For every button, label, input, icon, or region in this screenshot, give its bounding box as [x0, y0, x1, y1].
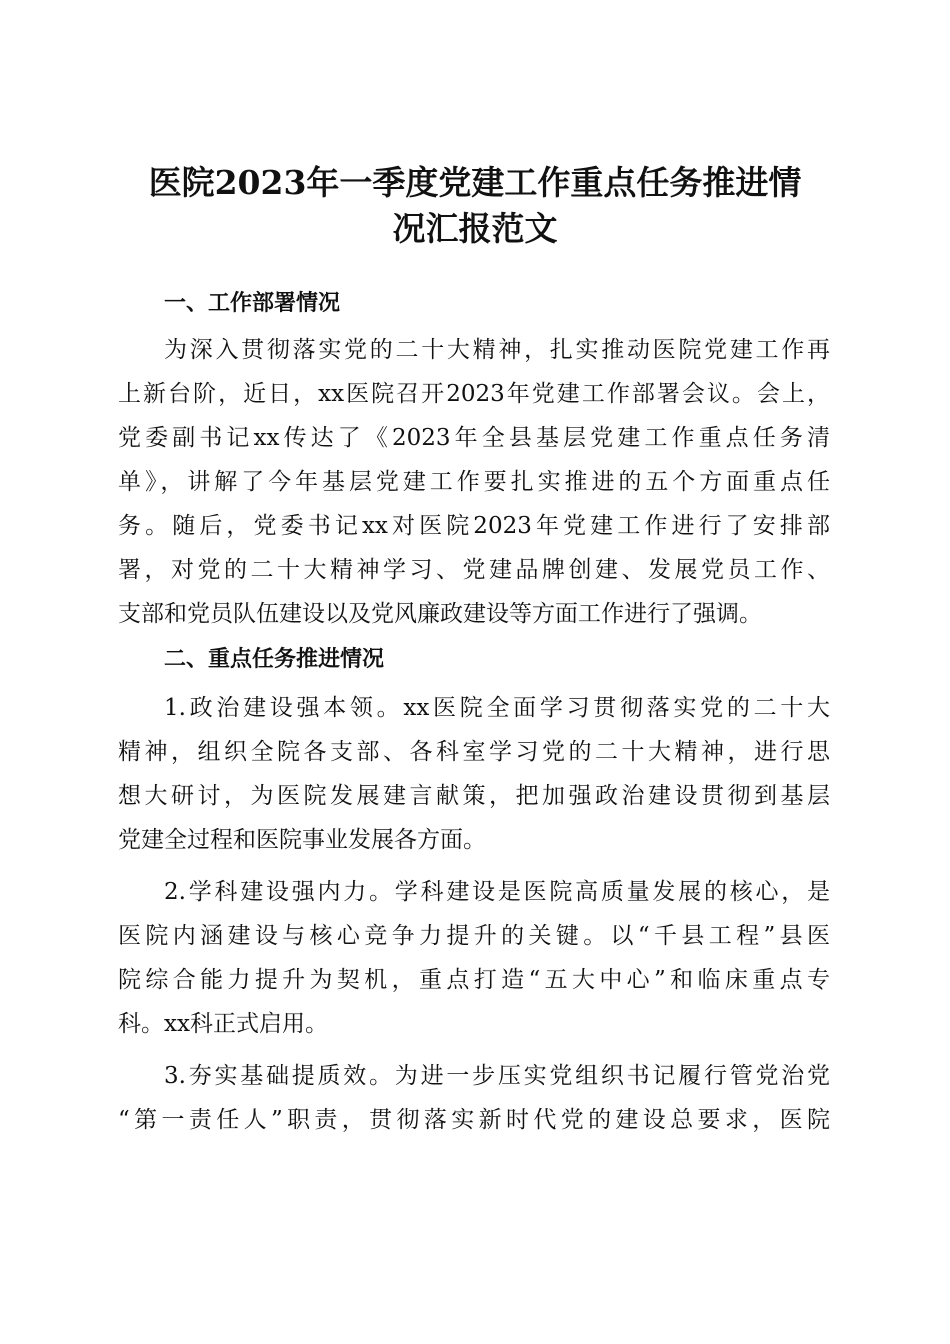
text-line: 想大研讨，为医院发展建言献策，把加强政治建设贯彻到基层	[118, 783, 830, 809]
text-line: 2.学科建设强内力。学科建设是医院高质量发展的核心，是	[164, 879, 830, 905]
document-title	[110, 160, 840, 252]
title-line-2: 况汇报范文	[392, 209, 558, 249]
text-line: 1.政治建设强本领。xx医院全面学习贯彻落实党的二十大	[164, 695, 830, 721]
text-line: 为深入贯彻落实党的二十大精神，扎实推动医院党建工作再	[164, 337, 830, 363]
text-line: 支部和党员队伍建设以及党风廉政建设等方面工作进行了强调。	[118, 601, 762, 627]
text-line: 医院内涵建设与核心竞争力提升的关键。以“千县工程”县医	[118, 923, 830, 949]
text-line: 精神，组织全院各支部、各科室学习党的二十大精神，进行思	[118, 739, 830, 765]
section-heading-deployment: 一、工作部署情况	[164, 291, 341, 316]
paragraph-deployment	[118, 328, 830, 636]
text-line: 院综合能力提升为契机，重点打造“五大中心”和临床重点专	[118, 967, 830, 993]
paragraph-discipline-building	[118, 870, 830, 1046]
text-line: 党建全过程和医院事业发展各方面。	[118, 827, 486, 853]
text-line: 单》，讲解了今年基层党建工作要扎实推进的五个方面重点任	[118, 469, 830, 495]
text-line: 科。xx科正式启用。	[118, 1011, 328, 1037]
title-line-1: 医院2023年一季度党建工作重点任务推进情	[148, 163, 802, 203]
paragraph-foundation	[118, 1054, 830, 1142]
text-line: “第一责任人”职责，贯彻落实新时代党的建设总要求，医院	[118, 1107, 830, 1133]
text-line: 3.夯实基础提质效。为进一步压实党组织书记履行管党治党	[164, 1063, 830, 1089]
section-heading-key-tasks: 二、重点任务推进情况	[164, 647, 385, 672]
document-body	[118, 282, 830, 1142]
text-line: 上新台阶，近日，xx医院召开2023年党建工作部署会议。会上，	[118, 381, 830, 407]
paragraph-political-building	[118, 686, 830, 862]
text-line: 务。随后，党委书记xx对医院2023年党建工作进行了安排部	[118, 513, 830, 539]
text-line: 党委副书记xx传达了《2023年全县基层党建工作重点任务清	[118, 425, 830, 451]
text-line: 署，对党的二十大精神学习、党建品牌创建、发展党员工作、	[118, 557, 830, 583]
